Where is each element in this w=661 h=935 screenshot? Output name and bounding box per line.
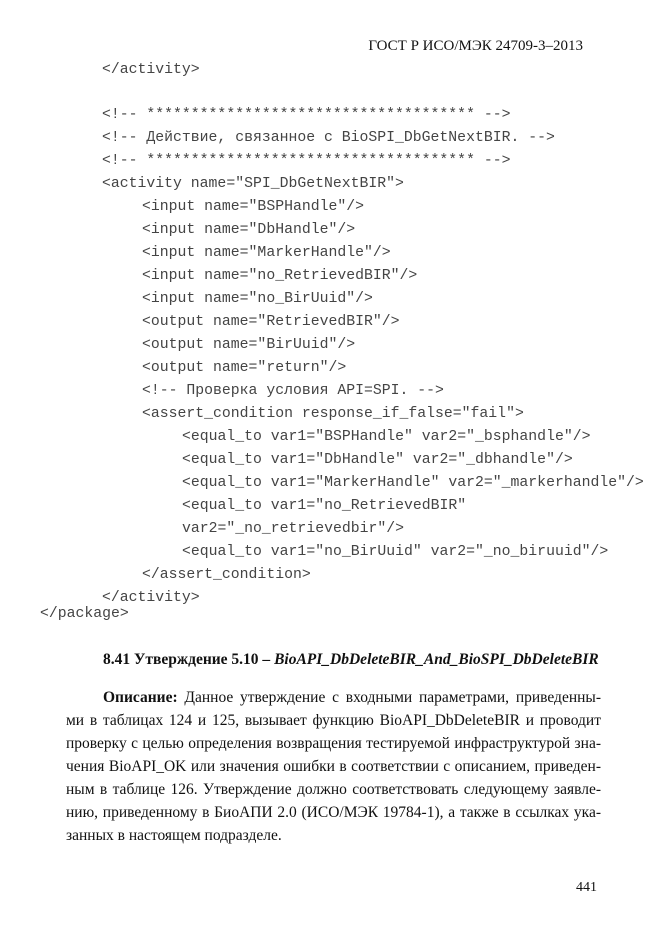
section-heading bbox=[103, 651, 599, 669]
code-line: <input name="no_BirUuid"/> bbox=[142, 291, 373, 307]
paragraph-line: ми в таблицах 124 и 125, вызывает функцию BioAPI_DbDeleteBIR и проводит bbox=[66, 712, 601, 729]
code-line: <input name="DbHandle"/> bbox=[142, 222, 356, 238]
code-line: <activity name="SPI_DbGetNextBIR"> bbox=[102, 176, 404, 192]
paragraph-line: нию, приведенному в БиоАПИ 2.0 (ИСО/МЭК 19784-1), а также в ссылках ука- bbox=[66, 804, 601, 821]
code-line: <!-- Действие, связанное с BioSPI_DbGetNextBIR. --> bbox=[102, 130, 555, 146]
code-line: </activity> bbox=[102, 590, 200, 606]
running-header: ГОСТ Р ИСО/МЭК 24709-3–2013 bbox=[368, 38, 583, 54]
code-line: <output name="BirUuid"/> bbox=[142, 337, 356, 353]
code-line: <equal_to var1="MarkerHandle" var2="_markerhandle"/> bbox=[182, 475, 644, 491]
code-line: <input name="no_RetrievedBIR"/> bbox=[142, 268, 418, 284]
code-line: var2="_no_retrievedbir"/> bbox=[182, 521, 404, 537]
code-line: <equal_to var1="BSPHandle" var2="_bsphandle"/> bbox=[182, 429, 591, 445]
paragraph-line: занных в настоящем подразделе. bbox=[66, 827, 282, 844]
paragraph-line: проверку с целью определения возвращения тестируемой инфраструктурой зна- bbox=[66, 735, 601, 752]
description-label: Описание: bbox=[103, 689, 178, 706]
code-line: </package> bbox=[40, 606, 129, 622]
code-line: <equal_to var1="no_RetrievedBIR" bbox=[182, 498, 467, 514]
code-line: <equal_to var1="no_BirUuid" var2="_no_biruuid"/> bbox=[182, 544, 609, 560]
section-number: 8.41 Утверждение 5.10 – bbox=[103, 651, 275, 668]
code-line: <!-- ************************************* --> bbox=[102, 107, 511, 123]
code-line: <input name="MarkerHandle"/> bbox=[142, 245, 391, 261]
code-line: <output name="return"/> bbox=[142, 360, 347, 376]
paragraph-line bbox=[103, 688, 601, 708]
code-line: <assert_condition response_if_false="fail"> bbox=[142, 406, 524, 422]
code-line: <!-- ************************************* --> bbox=[102, 153, 511, 169]
page-number: 441 bbox=[576, 880, 597, 895]
section-title: BioAPI_DbDeleteBIR_And_BioSPI_DbDeleteBIR bbox=[274, 651, 599, 668]
paragraph-line: ным в таблице 126. Утверждение должно соответствовать следующему заявле- bbox=[66, 781, 601, 798]
paragraph-line: чения BioAPI_OK или значения ошибки в соответствии с описанием, приведен- bbox=[66, 758, 601, 775]
code-line: <input name="BSPHandle"/> bbox=[142, 199, 364, 215]
code-line: </activity> bbox=[102, 62, 200, 78]
code-line: </assert_condition> bbox=[142, 567, 311, 583]
code-line: <output name="RetrievedBIR"/> bbox=[142, 314, 400, 330]
line-text: Данное утверждение с входными параметрами, приведенны- bbox=[177, 689, 601, 706]
code-line: <equal_to var1="DbHandle" var2="_dbhandle"/> bbox=[182, 452, 573, 468]
code-line: <!-- Проверка условия API=SPI. --> bbox=[142, 383, 444, 399]
